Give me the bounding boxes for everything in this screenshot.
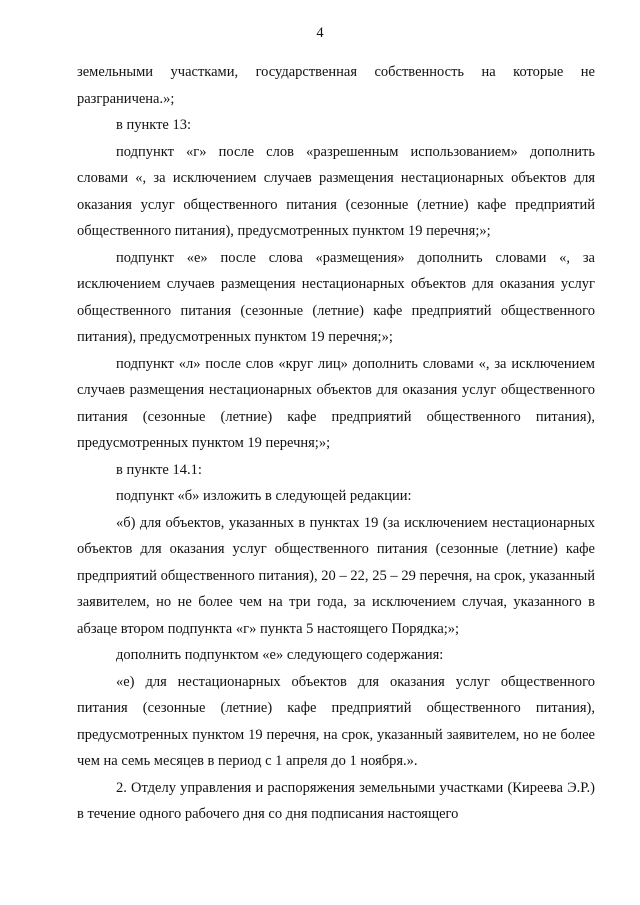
paragraph-8-subpoint-b-text: «б) для объектов, указанных в пунктах 19 (за исключением нестационарных объектов для оказания услуг общественного питания (сезонные (летние) кафе предприятий общественного питания), 20 – 22, 25 – 29 перечня, на срок, указанный заявителем, но не более чем на три года, за исключением случая, указанного в абзаце втором подпункта «г» пункта 5 настоящего Порядка;»; — [77, 514, 595, 637]
paragraph-5-subpoint-l: подпункт «л» после слов «круг лиц» дополнить словами «, за исключением случаев размещения нестационарных объектов для оказания услуг общественного питания (сезонные (летние) кафе предприятий общественного питания), предусмотренных пунктом 19 перечня;»; — [77, 355, 595, 451]
paragraph-3-subpoint-g: подпункт «г» после слов «разрешенным использованием» дополнить словами «, за исключением случаев размещения нестационарных объектов для оказания услуг общественного питания (сезонные (летние) кафе предприятий общественного питания), предусмотренных пунктом 19 перечня;»; — [77, 143, 595, 239]
paragraph-4-subpoint-e: подпункт «е» после слова «размещения» дополнить словами «, за исключением случаев размещения нестационарных объектов для оказания услуг общественного питания (сезонные (летние) кафе предприятий общественного питания), предусмотренных пунктом 19 перечня;»; — [77, 249, 595, 345]
paragraph-11-item-2: 2. Отделу управления и распоряжения земельными участками (Киреева Э.Р.) в течение одного рабочего дня со дня подписания настоящего — [77, 779, 595, 822]
paragraph-1-continuation: земельными участками, государственная собственность на которые не разграничена.»; — [77, 64, 595, 107]
paragraph-6-point-14-1: в пункте 14.1: — [116, 461, 202, 478]
paragraph-9-add-subpoint-e: дополнить подпунктом «е» следующего содержания: — [116, 647, 444, 663]
page-number: 4 — [316, 25, 324, 41]
paragraph-10-subpoint-e-text: «е) для нестационарных объектов для оказания услуг общественного питания (сезонные (летние) кафе предприятий общественного питания), предусмотренных пунктом 19 перечня, на срок, указанный заявителем, но не более чем на семь месяцев в период с 1 апреля до 1 ноября.». — [77, 673, 595, 769]
paragraph-2-point-13: в пункте 13: — [116, 117, 192, 133]
document-body — [77, 59, 595, 828]
paragraph-7-subpoint-b-intro: подпункт «б» изложить в следующей редакции: — [116, 488, 412, 504]
